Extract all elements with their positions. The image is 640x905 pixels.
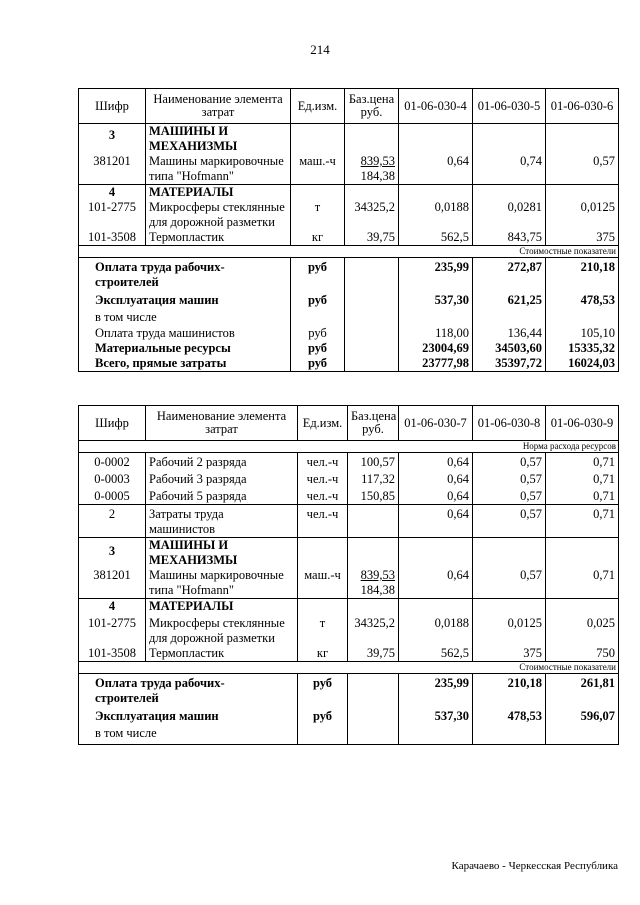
row-unit: т — [291, 200, 345, 230]
section-code: 3 — [79, 124, 146, 155]
resource-norm-note: Норма расхода ресурсов — [399, 441, 619, 453]
cost-label: Всего, прямые затраты — [79, 356, 291, 372]
cost-unit: руб — [298, 706, 348, 745]
table-row — [79, 470, 619, 487]
row-value: 0,57 — [473, 470, 546, 487]
cost-value: 118,00 — [399, 326, 473, 341]
header-price: Баз.цена руб. — [348, 406, 399, 441]
row-unit: чел.-ч — [298, 470, 348, 487]
cost-label: Материальные ресурсы — [79, 341, 291, 356]
row-code: 101-2775 — [79, 200, 146, 230]
header-price: Баз.цена руб. — [345, 89, 399, 124]
cost-label: Эксплуатация машин в том числе — [79, 706, 298, 745]
row-price: 34325,2 — [348, 614, 399, 646]
row-value: 0,64 — [399, 470, 473, 487]
row-value: 0,71 — [546, 505, 619, 538]
cost-value: 210,18 — [473, 674, 546, 707]
cost-value: 23777,98 — [399, 356, 473, 372]
header-column: 01-06-030-9 — [546, 406, 619, 441]
row-value: 0,0125 — [473, 614, 546, 646]
row-name: Рабочий 5 разряда — [146, 487, 298, 505]
row-value: 375 — [546, 230, 619, 246]
row-value: 562,5 — [399, 230, 473, 246]
table-row — [79, 453, 619, 471]
row-price: 839,53 184,38 — [345, 154, 399, 185]
row-name: Микросферы стеклянные для дорожной разметки — [146, 200, 291, 230]
section-row — [79, 124, 619, 155]
table-row — [79, 230, 619, 246]
row-unit: чел.-ч — [298, 487, 348, 505]
row-name: Машины маркировочные типа "Hofmann" — [146, 568, 298, 599]
header-unit: Ед.изм. — [298, 406, 348, 441]
header-column: 01-06-030-4 — [399, 89, 473, 124]
row-value: 0,64 — [399, 568, 473, 599]
section-row — [79, 185, 619, 201]
table-row — [79, 646, 619, 662]
section-row — [79, 599, 619, 615]
table-row — [79, 200, 619, 230]
cost-value: 35397,72 — [473, 356, 546, 372]
row-unit: чел.-ч — [298, 505, 348, 538]
row-name: Затраты труда машинистов — [146, 505, 298, 538]
section-title: МАТЕРИАЛЫ — [146, 599, 298, 615]
cost-unit: руб — [291, 326, 345, 341]
header-column: 01-06-030-5 — [473, 89, 546, 124]
cost-indicators-note: Стоимостные показатели — [399, 246, 619, 258]
header-name: Наименование элемента затрат — [146, 89, 291, 124]
cost-value: 136,44 — [473, 326, 546, 341]
row-price: 150,85 — [348, 487, 399, 505]
row-unit: чел.-ч — [298, 453, 348, 471]
section-title: МАТЕРИАЛЫ — [146, 185, 291, 201]
cost-value: 34503,60 — [473, 341, 546, 356]
cost-indicators-note: Стоимостные показатели — [399, 662, 619, 674]
page-number: 214 — [310, 42, 330, 57]
cost-value: 478,53 — [473, 706, 546, 745]
section-code: 3 — [79, 538, 146, 569]
cost-row — [79, 706, 619, 745]
cost-row — [79, 258, 619, 291]
header-unit: Ед.изм. — [291, 89, 345, 124]
cost-row — [79, 341, 619, 356]
cost-value: 596,07 — [546, 706, 619, 745]
row-value: 0,64 — [399, 453, 473, 471]
row-value: 0,0281 — [473, 200, 546, 230]
cost-value: 537,30 — [399, 290, 473, 326]
row-unit: кг — [298, 646, 348, 662]
cost-row — [79, 290, 619, 326]
cost-value: 235,99 — [399, 258, 473, 291]
row-price: 839,53 184,38 — [348, 568, 399, 599]
header-column: 01-06-030-8 — [473, 406, 546, 441]
row-code: 101-3508 — [79, 646, 146, 662]
row-value: 0,0125 — [546, 200, 619, 230]
table-row — [79, 154, 619, 185]
cost-row — [79, 326, 619, 341]
row-code: 2 — [79, 505, 146, 538]
row-name: Машины маркировочные типа "Hofmann" — [146, 154, 291, 185]
row-price: 34325,2 — [345, 200, 399, 230]
section-title: МАШИНЫ И МЕХАНИЗМЫ — [146, 124, 291, 155]
row-value: 0,57 — [473, 487, 546, 505]
row-name: Рабочий 3 разряда — [146, 470, 298, 487]
row-name: Термопластик — [146, 646, 298, 662]
cost-value: 105,10 — [546, 326, 619, 341]
cost-value: 16024,03 — [546, 356, 619, 372]
row-code: 0-0003 — [79, 470, 146, 487]
row-unit: т — [298, 614, 348, 646]
row-unit: маш.-ч — [298, 568, 348, 599]
row-name: Микросферы стеклянные для дорожной разметки — [146, 614, 298, 646]
row-value: 0,64 — [399, 154, 473, 185]
cost-value: 23004,69 — [399, 341, 473, 356]
header-column: 01-06-030-6 — [546, 89, 619, 124]
row-value: 0,57 — [473, 568, 546, 599]
row-value: 0,0188 — [399, 614, 473, 646]
header-code: Шифр — [79, 89, 146, 124]
row-code: 381201 — [79, 154, 146, 185]
row-name: Рабочий 2 разряда — [146, 453, 298, 471]
cost-value: 261,81 — [546, 674, 619, 707]
cost-unit: руб — [298, 674, 348, 707]
cost-value: 272,87 — [473, 258, 546, 291]
row-value: 0,71 — [546, 487, 619, 505]
row-price: 117,32 — [348, 470, 399, 487]
cost-unit: руб — [291, 341, 345, 356]
row-value: 0,0188 — [399, 200, 473, 230]
section-code: 4 — [79, 185, 146, 201]
row-value: 0,64 — [399, 487, 473, 505]
section-title: МАШИНЫ И МЕХАНИЗМЫ — [146, 538, 298, 569]
row-value: 0,71 — [546, 470, 619, 487]
resource-table-1 — [78, 88, 619, 372]
row-price: 39,75 — [345, 230, 399, 246]
row-code: 0-0005 — [79, 487, 146, 505]
row-code: 381201 — [79, 568, 146, 599]
cost-row — [79, 356, 619, 372]
row-value: 0,57 — [473, 505, 546, 538]
note-row — [79, 441, 619, 453]
table-header-row — [79, 406, 619, 441]
section-row — [79, 538, 619, 569]
row-value: 375 — [473, 646, 546, 662]
row-price: 100,57 — [348, 453, 399, 471]
cost-value: 210,18 — [546, 258, 619, 291]
row-value: 843,75 — [473, 230, 546, 246]
cost-value: 478,53 — [546, 290, 619, 326]
row-value: 562,5 — [399, 646, 473, 662]
table-row — [79, 487, 619, 505]
resource-table-2 — [78, 405, 619, 745]
cost-value: 15335,32 — [546, 341, 619, 356]
row-code: 101-3508 — [79, 230, 146, 246]
cost-value: 621,25 — [473, 290, 546, 326]
page-footer: Карачаево - Черкесская Республика — [451, 860, 618, 872]
cost-value: 537,30 — [399, 706, 473, 745]
row-code: 0-0002 — [79, 453, 146, 471]
row-code: 101-2775 — [79, 614, 146, 646]
row-name: Термопластик — [146, 230, 291, 246]
cost-value: 235,99 — [399, 674, 473, 707]
table-row — [79, 614, 619, 646]
row-value: 0,025 — [546, 614, 619, 646]
section-code: 4 — [79, 599, 146, 615]
cost-unit: руб — [291, 290, 345, 326]
cost-unit: руб — [291, 356, 345, 372]
cost-label: Оплата труда машинистов — [79, 326, 291, 341]
header-column: 01-06-030-7 — [399, 406, 473, 441]
row-value: 0,64 — [399, 505, 473, 538]
row-price: 39,75 — [348, 646, 399, 662]
cost-label: Эксплуатация машин в том числе — [79, 290, 291, 326]
header-code: Шифр — [79, 406, 146, 441]
row-value: 0,57 — [546, 154, 619, 185]
table-row — [79, 505, 619, 538]
row-value: 0,71 — [546, 568, 619, 599]
table-header-row — [79, 89, 619, 124]
row-value: 0,74 — [473, 154, 546, 185]
note-row — [79, 662, 619, 674]
table-row — [79, 568, 619, 599]
row-unit: маш.-ч — [291, 154, 345, 185]
cost-label: Оплата труда рабочих- строителей — [79, 258, 291, 291]
cost-unit: руб — [291, 258, 345, 291]
row-value: 0,57 — [473, 453, 546, 471]
row-value: 0,71 — [546, 453, 619, 471]
note-row — [79, 246, 619, 258]
row-unit: кг — [291, 230, 345, 246]
cost-row — [79, 674, 619, 707]
row-value: 750 — [546, 646, 619, 662]
cost-label: Оплата труда рабочих- строителей — [79, 674, 298, 707]
header-name: Наименование элемента затрат — [146, 406, 298, 441]
